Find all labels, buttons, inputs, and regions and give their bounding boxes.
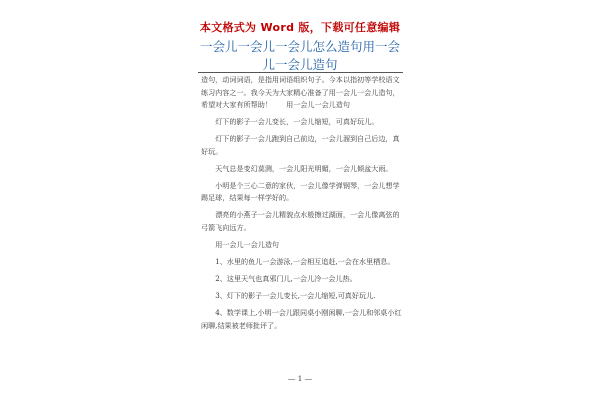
- paragraph-example: 天气总是变幻莫测，一会儿阳光明媚，一会儿倾盆大雨。: [215, 163, 393, 173]
- paragraph-intro: 造句，动词词语，是指用词语组织句子。今本以指初等学校语文练习内容之一。我今天为大家精心准备了用一会儿一会儿造句，希望对大家有所帮助！ 用一会儿一会儿造句: [201, 75, 400, 109]
- paragraph-example: 灯下的影子一会儿变长，一会儿缩短，可真好玩儿。: [215, 117, 379, 127]
- word-version-banner: 本文格式为 Word 版，下载可任意编辑: [199, 21, 401, 34]
- numbered-example: 2、这里天气也真邪门儿,一会儿冷一会儿热。: [215, 274, 357, 284]
- page-number: — 1 —: [287, 374, 313, 383]
- paragraph-example: 灯下的影子一会儿跑到自己前边，一会儿溜到自己后边，真好玩。: [201, 134, 400, 156]
- title-divider: [198, 72, 403, 73]
- numbered-example: 4、数学课上,小明一会儿跟同桌小刚闲聊,一会儿和邻桌小红闲聊,结果被老师批评了。: [201, 308, 402, 330]
- numbered-example: 1、水里的鱼儿一会游泳,一会相互追赶,一会在水里栖息。: [215, 257, 395, 267]
- paragraph-example: 漂亮的小燕子一会儿精貌点水般擦过湖面，一会儿像离弦的弓箭飞向远方。: [201, 210, 400, 232]
- document-title: 一会儿一会儿一会儿怎么造句用一会儿一会儿造句: [199, 39, 400, 72]
- section-heading: 用一会儿一会儿造句: [215, 240, 280, 250]
- paragraph-example: 小明是个三心二意的家伙，一会儿像学弹钢琴，一会儿想学踢足球，结果每一样学好的。: [201, 180, 400, 203]
- numbered-example: 3、灯下的影子一会儿变长,一会儿缩短,可真好玩儿.: [215, 291, 376, 301]
- document-body: [201, 74, 404, 337]
